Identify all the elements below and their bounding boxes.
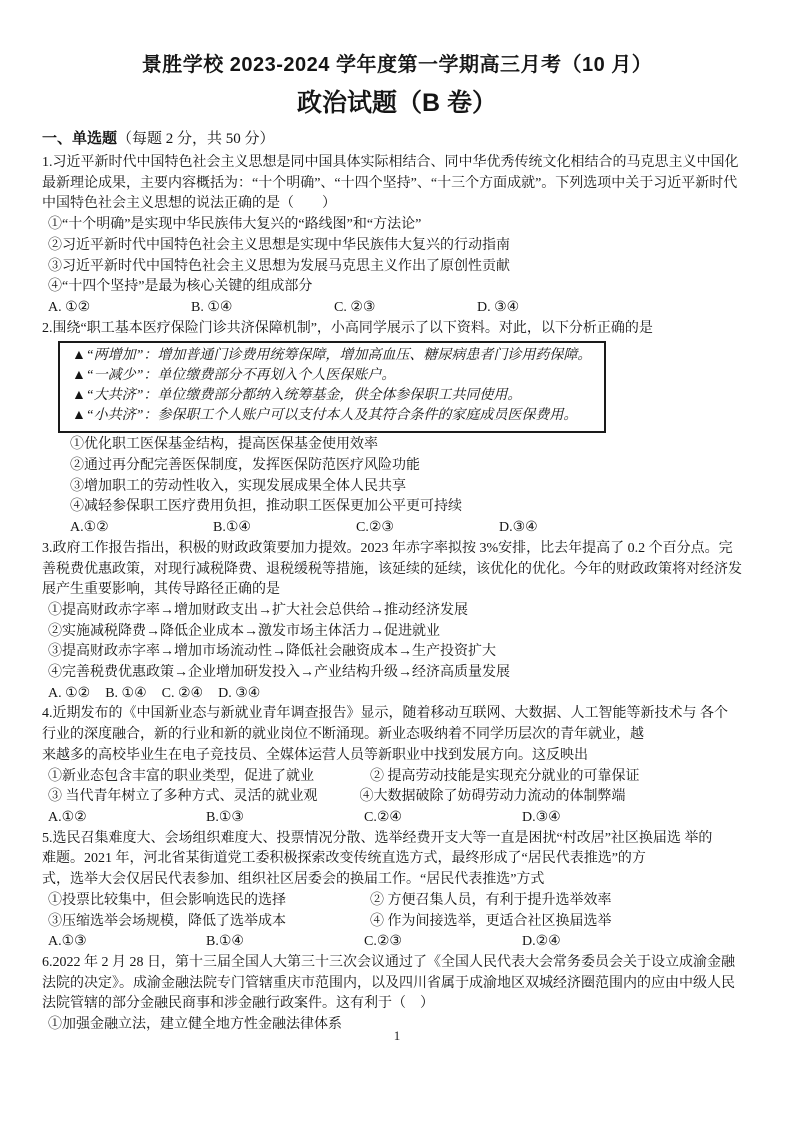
option: D. ③④	[218, 685, 261, 701]
item-line: ①优化职工医保基金结构，提高医保基金使用效率	[70, 437, 378, 453]
question-5-options	[42, 932, 752, 953]
question-block-4	[42, 704, 752, 828]
item-line: ④减轻参保职工医疗费用负担，推动职工医保更加公平更可持续	[70, 499, 462, 515]
exam-title: 景胜学校 2023-2024 学年度第一学期高三月考（10 月）	[141, 54, 653, 76]
question-block-3	[42, 539, 752, 705]
question-block-6	[42, 953, 752, 1036]
question-5-items	[42, 891, 752, 932]
exam-subtitle: 政治试题（B 卷）	[296, 89, 497, 117]
item-line: ②通过再分配完善医保制度，发挥医保防范医疗风险功能	[70, 458, 420, 474]
option: D.②④	[522, 934, 561, 950]
section-title: 一、单选题	[42, 130, 118, 147]
option: B. ①④	[105, 685, 147, 701]
resource-box	[58, 341, 606, 433]
item-line: ③增加职工的劳动性收入，实现发展成果全体人民共享	[70, 478, 406, 494]
option: C. ②④	[161, 685, 204, 701]
stem-line: 行业的深度融合，新的行业和新的就业岗位不断涌现。新业态吸纳着不同学历层次的青年就业，越	[42, 727, 644, 743]
question-1-items	[42, 215, 752, 298]
option: B.①③	[206, 809, 244, 825]
option: D.③④	[522, 809, 561, 825]
option: B. ①④	[191, 299, 233, 315]
item-row: ③压缩选举会场规模，降低了选举成本 ④ 作为间接选举，更适合社区换届选举	[48, 913, 612, 929]
option: C.②④	[364, 809, 402, 825]
resource-box-line: ▲“两增加”：增加普通门诊费用统筹保障，增加高血压、糖尿病患者门诊用药保障。	[72, 348, 592, 364]
stem-line: 1.习近平新时代中国特色社会主义思想是同中国具体实际相结合、同中华优秀传统文化相结合的马克思主义中国化	[42, 155, 739, 170]
question-3-items	[42, 601, 752, 684]
section-note: （每题 2 分，共 50 分）	[117, 131, 275, 147]
question-block-2	[42, 319, 752, 539]
question-2-options	[42, 518, 752, 539]
option: C.②③	[356, 520, 394, 536]
stem-line: 5.选民召集难度大、会场组织难度大、投票情况分散、选举经费开支大等一直是困扰“村改居”社区换届选 举的	[42, 830, 713, 846]
option: B.①④	[213, 520, 251, 536]
item-line: ①提高财政赤字率→增加财政支出→扩大社会总供给→推动经济发展	[48, 602, 468, 618]
stem-line: 中国特色社会主义思想的说法正确的是（ ）	[42, 196, 336, 212]
question-3-options	[42, 684, 752, 705]
stem-line: 难题。2021 年，河北省某街道党工委积极探索改变传统直选方式，最终形成了“居民代表推选”的方	[42, 851, 646, 867]
stem-line: 来越多的高校毕业生在电子竞技员、全媒体运营人员等新职业中找到发展方向。这反映出	[42, 747, 588, 763]
question-6-stem	[42, 953, 752, 1015]
question-4-items	[42, 767, 752, 808]
resource-box-line: ▲“一减少”：单位缴费部分不再划入个人医保账户。	[72, 368, 396, 384]
question-block-5	[42, 829, 752, 953]
question-block-1	[42, 153, 752, 319]
resource-box-line: ▲“小共济”：参保职工个人账户可以支付本人及其符合条件的家庭成员医保费用。	[72, 408, 578, 424]
stem-line: 6.2022 年 2 月 28 日，第十三届全国人大第三十三次会议通过了《全国人民代表大会常务委员会关于设立成渝金融	[42, 954, 735, 970]
question-5-stem	[42, 829, 752, 891]
item-row: ①新业态包含丰富的职业类型，促进了就业 ② 提高劳动技能是实现充分就业的可靠保证	[48, 768, 640, 784]
option: C.②③	[364, 934, 402, 950]
item-line: ④完善税费优惠政策→企业增加研发投入→产业结构升级→经济高质量发展	[48, 665, 510, 681]
item-line: ②实施减税降费→降低企业成本→激发市场主体活力→促进就业	[48, 623, 440, 639]
stem-line: 法院管辖的部分金融民商事和涉金融行政案件。这有利于（ ）	[42, 996, 434, 1012]
item-line: ①“十个明确”是实现中华民族伟大复兴的“路线图”和“方法论”	[48, 217, 422, 233]
option: A.①③	[48, 934, 87, 950]
question-2-items	[42, 435, 752, 518]
option: A. ①②	[48, 685, 91, 701]
item-line: ③提高财政赤字率→增加市场流动性→降低社会融资成本→生产投资扩大	[48, 644, 496, 660]
option: D.③④	[499, 520, 538, 536]
option: A. ①②	[48, 299, 91, 315]
question-4-stem	[42, 704, 752, 766]
option: B.①④	[206, 934, 244, 950]
question-2-stem	[42, 319, 752, 340]
stem-line: 3.政府工作报告指出，积极的财政政策要加力提效。2023 年赤字率拟按 3%安排，比去年提高了 0.2 个百分点。完	[42, 540, 733, 556]
stem-line: 4.近期发布的《中国新业态与新就业青年调查报告》显示，随着移动互联网、大数据、人工智能等新技术与 各个	[42, 706, 728, 722]
stem-line: 展产生重要影响，其传导路径正确的是	[42, 582, 280, 598]
question-1-options	[42, 298, 752, 319]
item-line: ①加强金融立法，建立健全地方性金融法律体系	[48, 1017, 342, 1033]
item-line: ④“十四个坚持”是最为核心关键的组成部分	[48, 279, 313, 295]
option: A.①②	[48, 809, 87, 825]
option: A.①②	[70, 520, 109, 536]
option: C. ②③	[334, 299, 376, 315]
question-1-stem	[42, 153, 752, 215]
resource-box-line: ▲“大共济”：单位缴费部分都纳入统筹基金，供全体参保职工共同使用。	[72, 388, 522, 404]
stem-line: 2.围绕“职工基本医疗保险门诊共济保障机制”，小高同学展示了以下资料。对此，以下分析正确的是	[42, 320, 653, 336]
item-line: ③习近平新时代中国特色社会主义思想为发展马克思主义作出了原创性贡献	[48, 258, 510, 274]
stem-line: 式，选举大会仅居民代表参加、组织社区居委会的换届工作。“居民代表推选”方式	[42, 872, 545, 888]
question-3-stem	[42, 539, 752, 601]
stem-line: 最新理论成果，主要内容概括为：“十个明确”、“十四个坚持”、“十三个方面成就”。下列选项中关于习近平新时代	[42, 175, 738, 191]
item-row: ①投票比较集中，但会影响选民的选择 ② 方便召集人员，有利于提升选举效率	[48, 892, 612, 908]
item-line: ②习近平新时代中国特色社会主义思想是实现中华民族伟大复兴的行动指南	[48, 237, 510, 253]
section-header	[42, 127, 752, 151]
page-number: 1	[393, 1028, 401, 1043]
item-row: ③ 当代青年树立了多种方式、灵活的就业观 ④大数据破除了妨碍劳动力流动的体制弊端	[48, 789, 626, 805]
stem-line: 法院的决定》。成渝金融法院专门管辖重庆市范围内，以及四川省属于成渝地区双城经济圈范围内的应由中级人民	[42, 975, 735, 991]
option: D. ③④	[477, 299, 520, 315]
question-4-options	[42, 808, 752, 829]
stem-line: 善税费优惠政策，对现行减税降费、退税缓税等措施，该延续的延续，该优化的优化。今年的财政政策将对经济发	[42, 561, 742, 577]
